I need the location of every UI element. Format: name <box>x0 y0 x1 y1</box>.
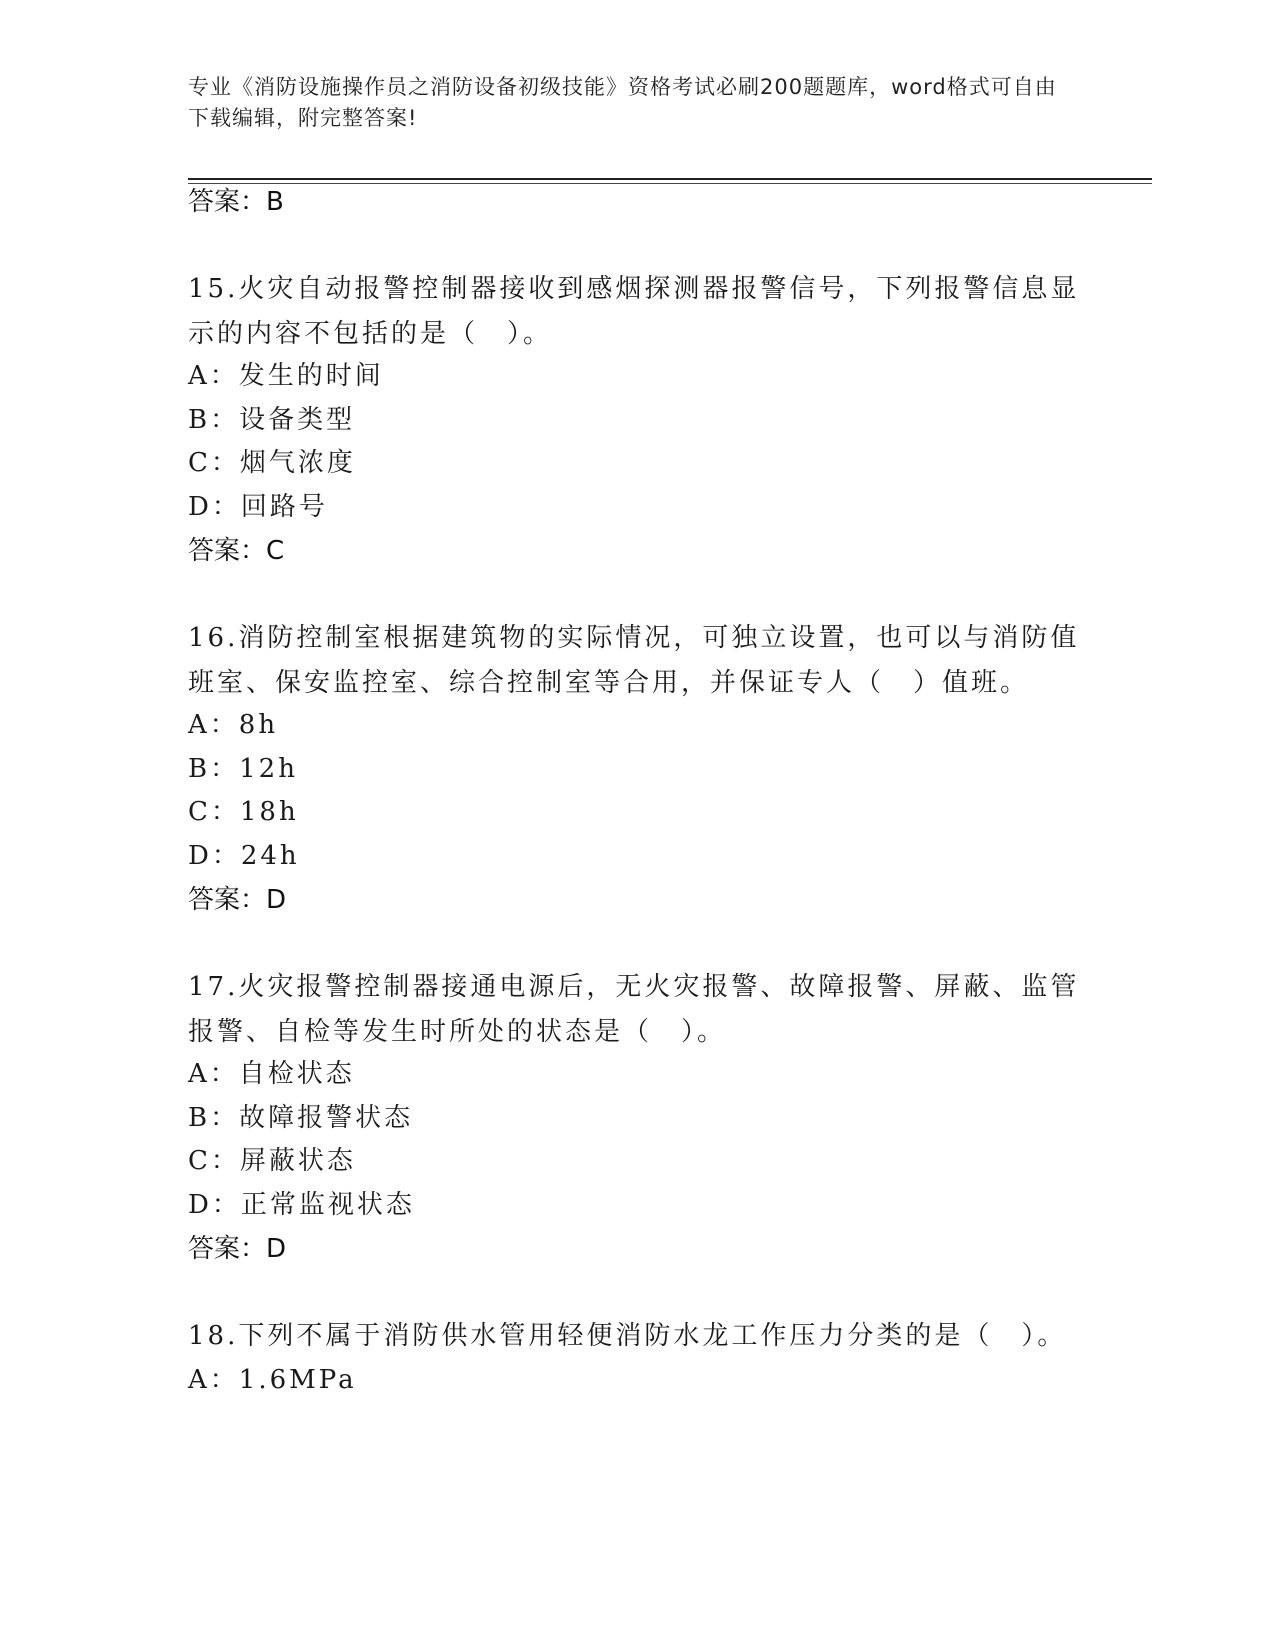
question-16-option-a: A：8h <box>188 710 279 740</box>
document-header: 专业《消防设施操作员之消防设备初级技能》资格考试必刷200题题库，word格式可自由下载编辑，附完整答案! <box>188 75 1057 130</box>
question-17-option-c: C：屏蔽状态 <box>188 1146 356 1176</box>
question-16-option-b: B：12h <box>188 754 298 784</box>
question-17-option-d: D：正常监视状态 <box>188 1190 415 1220</box>
question-15-option-c: C：烟气浓度 <box>188 448 356 478</box>
header-divider-thin <box>188 183 1152 184</box>
question-15-option-b: B：设备类型 <box>188 405 356 435</box>
question-15-option-d: D：回路号 <box>188 492 328 522</box>
question-15-option-a: A：发生的时间 <box>188 361 384 391</box>
question-18-stem: 18.下列不属于消防供水管用轻便消防水龙工作压力分类的是（ ）。 <box>188 1321 1067 1351</box>
header-divider-thick <box>188 178 1152 180</box>
question-17-option-b: B：故障报警状态 <box>188 1103 414 1133</box>
question-16-stem: 16.消防控制室根据建筑物的实际情况，可独立设置，也可以与消防值班室、保安监控室、综合控制室等合用，并保证专人（ ）值班。 <box>188 623 1080 698</box>
question-15-stem: 15.火灾自动报警控制器接收到感烟探测器报警信号，下列报警信息显示的内容不包括的是（ ）。 <box>188 274 1080 349</box>
question-17-answer: 答案：D <box>188 1234 287 1264</box>
answer-label: 答案：B <box>188 187 284 217</box>
question-17-stem: 17.火灾报警控制器接通电源后，无火灾报警、故障报警、屏蔽、监管报警、自检等发生时所处的状态是（ ）。 <box>188 972 1080 1047</box>
question-16-option-d: D：24h <box>188 841 300 871</box>
question-17-option-a: A：自检状态 <box>188 1059 355 1089</box>
question-18-option-a: A：1.6MPa <box>188 1365 357 1395</box>
question-16-answer: 答案：D <box>188 885 287 915</box>
question-15-answer: 答案：C <box>188 536 285 566</box>
question-16-option-c: C：18h <box>188 797 299 827</box>
